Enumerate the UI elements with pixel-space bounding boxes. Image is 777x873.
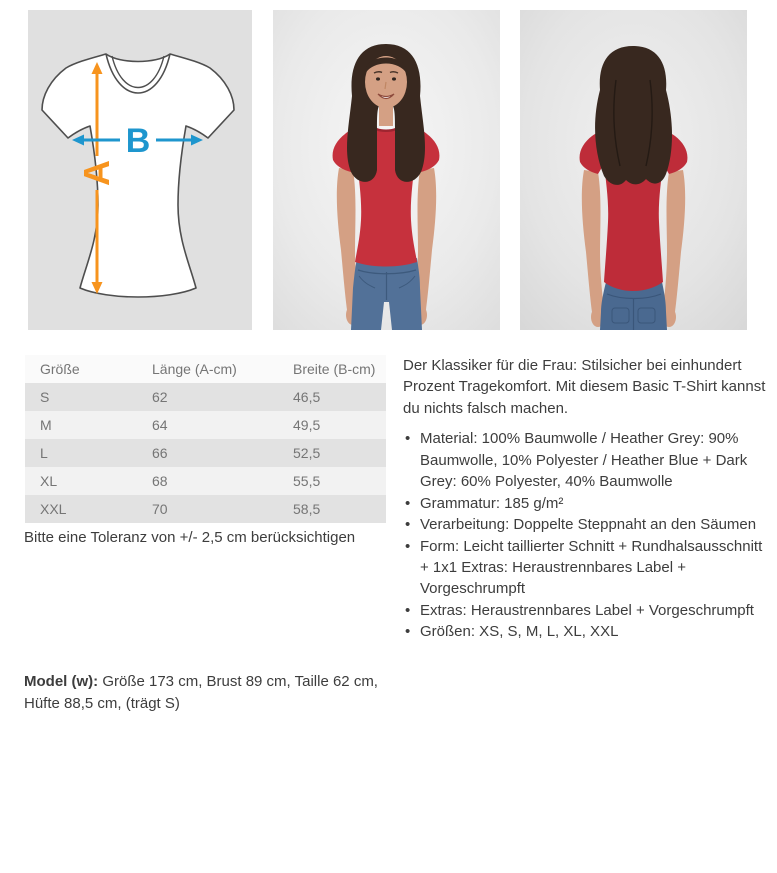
- size-table-header-row: [25, 355, 386, 383]
- cell-length: 70: [152, 501, 168, 517]
- tshirt-measurement-diagram: [28, 10, 252, 330]
- size-table-row: [25, 467, 386, 495]
- size-diagram-image: [28, 10, 252, 330]
- feature-item: • Extras: Heraustrennbares Label + Vorgeschrumpft: [403, 600, 767, 621]
- size-table: [25, 355, 386, 523]
- model-back-image: [520, 10, 747, 330]
- model-label: Model (w):: [24, 673, 99, 690]
- cell-width: 55,5: [293, 473, 321, 489]
- cell-size: S: [40, 389, 50, 405]
- model-details: Größe 173 cm, Brust 89 cm, Taille 62 cm, Hüfte 88,5 cm, (trägt S): [24, 673, 378, 712]
- tolerance-note: Bitte eine Toleranz von +/- 2,5 cm berücksichtigen: [24, 529, 356, 546]
- feature-item: • Verarbeitung: Doppelte Steppnaht an den Säumen: [403, 514, 767, 535]
- cell-length: 62: [152, 389, 168, 405]
- cell-width: 58,5: [293, 501, 321, 517]
- face: [365, 56, 407, 108]
- product-description: [403, 355, 767, 643]
- feature-item: • Grammatur: 185 g/m²: [403, 493, 767, 514]
- model-back-illustration: [520, 10, 747, 330]
- model-front-illustration: [273, 10, 500, 330]
- cell-width: 52,5: [293, 445, 321, 461]
- model-measurements: [24, 671, 396, 715]
- cell-width: 49,5: [293, 417, 321, 433]
- description-intro: Der Klassiker für die Frau: Stilsicher bei einhundert Prozent Tragekomfort. Mit diesem Basic T-Shirt kannst du nichts falsch machen.: [403, 357, 766, 417]
- feature-item: • Material: 100% Baumwolle / Heather Grey: 90% Baumwolle, 10% Polyester / Heather Blue + Dark Grey: 60% Polyester, 40% Baumwolle: [403, 428, 767, 492]
- size-table-row: [25, 383, 386, 411]
- feature-list: [403, 428, 767, 642]
- size-table-row: [25, 495, 386, 523]
- model-front-image: [273, 10, 500, 330]
- cell-size: XXL: [40, 501, 67, 517]
- size-table-row: [25, 411, 386, 439]
- hair-back: [595, 46, 672, 185]
- cell-length: 66: [152, 445, 168, 461]
- header-breite: Breite (B-cm): [278, 355, 386, 383]
- header-groesse: Größe: [25, 355, 137, 383]
- size-table-row: [25, 439, 386, 467]
- feature-item: • Form: Leicht taillierter Schnitt + Rundhalsausschnitt + 1x1 Extras: Heraustrennbares Label + Vorgeschrumpft: [403, 536, 767, 600]
- cell-width: 46,5: [293, 389, 321, 405]
- cell-length: 64: [152, 417, 168, 433]
- cell-size: L: [40, 445, 48, 461]
- measure-label-b: B: [125, 122, 151, 160]
- feature-item: • Größen: XS, S, M, L, XL, XXL: [403, 621, 767, 642]
- header-laenge: Länge (A-cm): [137, 355, 278, 383]
- cell-size: XL: [40, 473, 58, 489]
- measure-label-a: A: [76, 160, 117, 186]
- cell-size: M: [40, 417, 52, 433]
- cell-length: 68: [152, 473, 168, 489]
